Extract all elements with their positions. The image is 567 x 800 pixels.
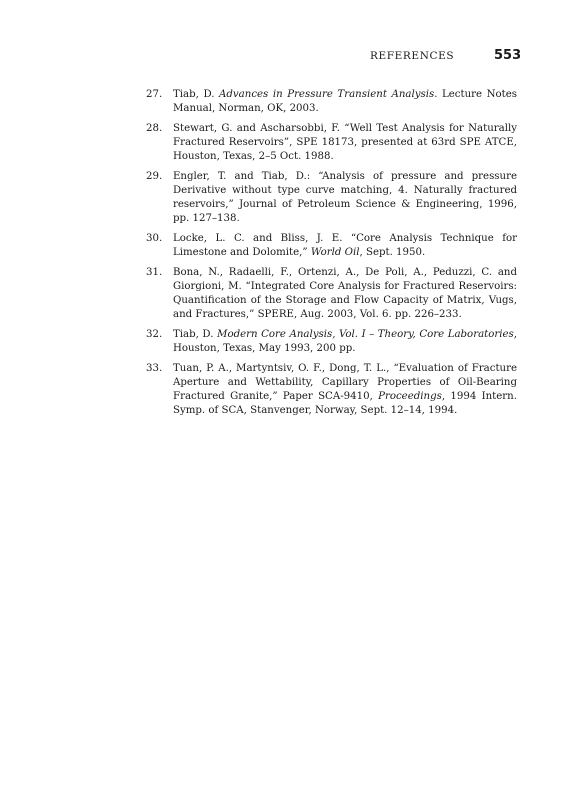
reference-number: 27. (146, 89, 163, 100)
reference-plain-text: Engler, T. and Tiab, D.: “Analysis of pressure and pressure Derivative without type curve matching, 4. Naturally fractured reservoirs,” Journal of Petroleum Science & Engineering, 1996, pp. 127–138. (173, 171, 517, 224)
reference-plain-text: . Lecture Notes Manual, Norman, OK, 2003. (173, 89, 517, 114)
reference-number: 28. (146, 123, 163, 134)
reference-list (146, 88, 517, 424)
reference-text (173, 363, 517, 416)
reference-italic-text: Modern Core Analysis, Vol. I – Theory, Core Laboratories (217, 329, 514, 340)
reference-plain-text: Stewart, G. and Ascharsobbi, F. “Well Test Analysis for Naturally Fractured Reservoirs”, SPE 18173, presented at 63rd SPE ATCE, Houston, Texas, 2–5 Oct. 1988. (173, 123, 517, 162)
reference-entry (146, 328, 517, 356)
reference-plain-text: Tiab, D. (173, 329, 218, 340)
reference-text (173, 267, 517, 320)
reference-plain-text: Tiab, D. (173, 89, 220, 100)
reference-entry (146, 88, 517, 116)
reference-number: 33. (146, 363, 163, 374)
reference-entry (146, 170, 517, 226)
reference-text (173, 123, 517, 162)
reference-plain-text: Locke, L. C. and Bliss, J. E. “Core Analysis Technique for Limestone and Dolomite,” (173, 233, 517, 258)
reference-text (173, 171, 517, 224)
page-number: 553 (494, 48, 522, 63)
reference-plain-text: Bona, N., Radaelli, F., Ortenzi, A., De Poli, A., Peduzzi, C. and Giorgioni, M. “Integrated Core Analysis for Fractured Reservoirs: Quantification of the Storage and Flow Capacity of Matrix, Vugs, and Fractures,” SPERE, Aug. 2003, Vol. 6. pp. 226–233. (173, 267, 517, 320)
reference-entry (146, 232, 517, 260)
reference-text (173, 233, 517, 258)
reference-number: 31. (146, 267, 163, 278)
reference-plain-text: Tuan, P. A., Martyntsiv, O. F., Dong, T. L., “Evaluation of Fracture Aperture and Wettability, Capillary Properties of Oil-Bearing Fractured Granite,” Paper SCA-9410, (173, 363, 517, 402)
running-head: REFERENCES (370, 50, 455, 62)
reference-entry (146, 266, 517, 322)
reference-italic-text: World Oil (310, 247, 360, 258)
reference-plain-text: , Houston, Texas, May 1993, 200 pp. (173, 329, 518, 354)
reference-plain-text: , Sept. 1950. (359, 247, 426, 258)
reference-text (173, 329, 517, 354)
reference-number: 32. (146, 329, 163, 340)
reference-entry (146, 122, 517, 164)
reference-number: 30. (146, 233, 163, 244)
reference-italic-text: Proceedings (378, 391, 442, 402)
reference-italic-text: Advances in Pressure Transient Analysis (219, 89, 435, 100)
reference-plain-text: , 1994 Intern. Symp. of SCA, Stanvenger, Norway, Sept. 12–14, 1994. (173, 391, 517, 416)
reference-text (173, 89, 517, 114)
reference-entry (146, 362, 517, 418)
page-header (0, 48, 567, 66)
reference-number: 29. (146, 171, 163, 182)
